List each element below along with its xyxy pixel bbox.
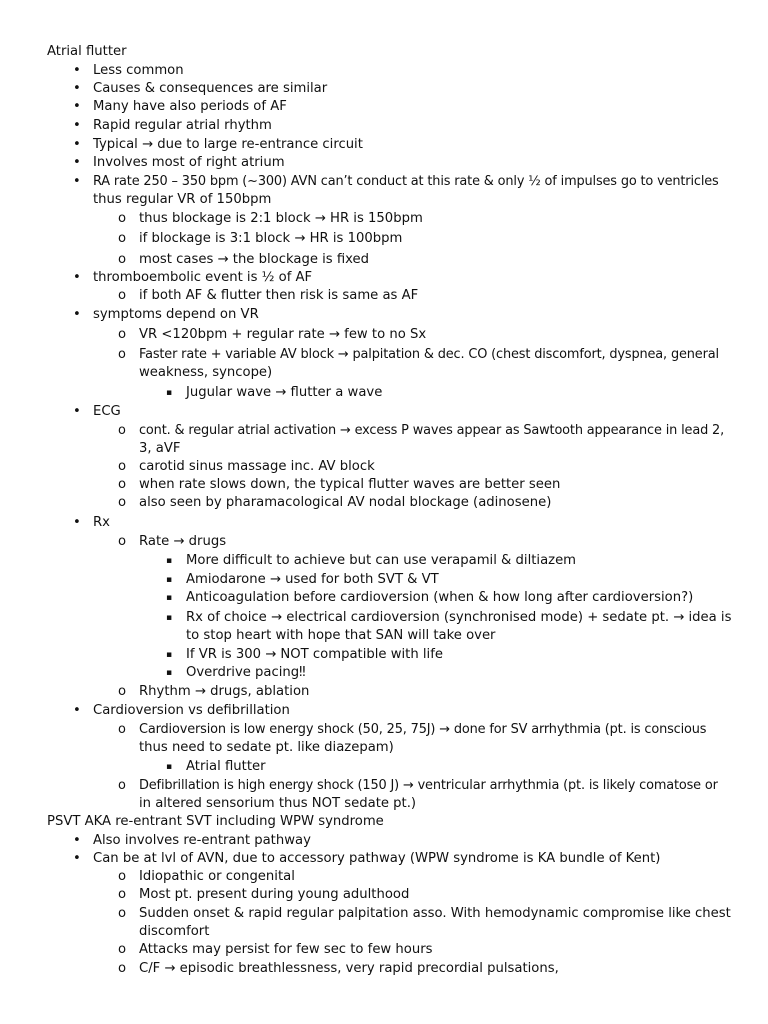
line-text: Idiopathic or congenital <box>139 869 295 884</box>
bullet-item <box>73 306 259 324</box>
line-text: Can be at lvl of AVN, due to accessory pathway (WPW syndrome is KA bundle of Kent) <box>93 851 661 866</box>
line-text: Many have also periods of AF <box>93 99 287 114</box>
bullet-marker: ▪ <box>166 762 173 772</box>
sub-bullet-item-continuation <box>139 795 416 813</box>
bullet-marker: o <box>118 347 126 362</box>
bullet-marker: o <box>118 327 127 342</box>
sub-sub-bullet-item <box>166 609 732 627</box>
line-text: Overdrive pacing‼ <box>186 665 306 680</box>
sub-bullet-item <box>118 777 718 795</box>
sub-bullet-item-continuation <box>139 364 272 382</box>
line-text: to stop heart with hope that SAN will take over <box>186 628 496 643</box>
line-text: weakness, syncope) <box>139 365 273 380</box>
sub-sub-bullet-item <box>166 571 439 589</box>
sub-sub-bullet-item <box>166 589 694 607</box>
bullet-marker: o <box>118 961 127 976</box>
line-text: Cardioversion is low energy shock (50, 25, 75J) → done for SV arrhythmia (pt. is conscious <box>139 722 707 737</box>
section-heading <box>47 813 384 831</box>
line-text: thus regular VR of 150bpm <box>93 192 272 207</box>
bullet-item <box>73 173 719 191</box>
line-text: RA rate 250 – 350 bpm (~300) AVN can’t conduct at this rate & only ½ of impulses go to ventricles <box>93 174 719 189</box>
sub-bullet-item-continuation <box>139 739 394 757</box>
bullet-marker: • <box>73 99 81 114</box>
line-text: Rx <box>93 515 110 530</box>
line-text: Less common <box>93 63 184 78</box>
sub-bullet-item <box>118 326 427 344</box>
line-text: most cases → the blockage is fixed <box>139 252 370 267</box>
sub-bullet-item-continuation <box>139 923 209 941</box>
bullet-marker: ▪ <box>166 388 173 398</box>
sub-bullet-item-continuation <box>139 440 180 458</box>
bullet-marker: • <box>73 851 81 866</box>
sub-bullet-item <box>118 905 731 923</box>
line-text: Anticoagulation before cardioversion (when & how long after cardioversion?) <box>186 590 694 605</box>
line-text: thromboembolic event is ½ of AF <box>93 270 313 285</box>
sub-bullet-item <box>118 960 559 978</box>
line-text: if blockage is 3:1 block → HR is 100bpm <box>139 231 403 246</box>
line-text: C/F → episodic breathlessness, very rapid precordial pulsations, <box>139 961 559 976</box>
line-text: Typical → due to large re-entrance circuit <box>93 137 363 152</box>
bullet-item-continuation <box>93 191 271 209</box>
bullet-marker: ▪ <box>166 613 173 623</box>
line-text: thus need to sedate pt. like diazepam) <box>139 740 394 755</box>
bullet-marker: ▪ <box>166 668 173 678</box>
line-text: Defibrillation is high energy shock (150 J) → ventricular arrhythmia (pt. is likely comatose or <box>139 778 718 793</box>
bullet-marker: ▪ <box>166 650 173 660</box>
line-text: thus blockage is 2:1 block → HR is 150bpm <box>139 211 423 226</box>
bullet-marker: ▪ <box>166 593 173 603</box>
line-text: when rate slows down, the typical flutter waves are better seen <box>139 477 561 492</box>
line-text: PSVT AKA re-entrant SVT including WPW syndrome <box>47 814 384 829</box>
sub-sub-bullet-item <box>166 758 266 776</box>
bullet-marker: • <box>73 703 81 718</box>
line-text: if both AF & flutter then risk is same as AF <box>139 288 419 303</box>
bullet-marker: o <box>118 211 127 226</box>
bullet-marker: • <box>73 515 81 530</box>
line-text: Rx of choice → electrical cardioversion (synchronised mode) + sedate pt. → idea is <box>186 610 732 625</box>
sub-sub-bullet-item <box>166 646 443 664</box>
bullet-marker: • <box>73 307 81 322</box>
line-text: Atrial flutter <box>186 759 266 774</box>
line-text: Involves most of right atrium <box>93 155 285 170</box>
sub-bullet-item <box>118 868 295 886</box>
bullet-marker: o <box>118 778 126 793</box>
section-heading <box>47 43 127 61</box>
sub-bullet-item <box>118 422 725 440</box>
line-text: discomfort <box>139 924 210 939</box>
line-text: symptoms depend on VR <box>93 307 259 322</box>
line-text: Rate → drugs <box>139 534 227 549</box>
line-text: also seen by pharamacological AV nodal blockage (adinosene) <box>139 495 552 510</box>
line-text: Amiodarone → used for both SVT & VT <box>186 572 439 587</box>
sub-bullet-item <box>118 476 561 494</box>
line-text: Rhythm → drugs, ablation <box>139 684 310 699</box>
bullet-marker: o <box>118 252 127 267</box>
line-text: Also involves re-entrant pathway <box>93 833 311 848</box>
bullet-marker: o <box>118 869 127 884</box>
bullet-item <box>73 98 287 116</box>
line-text: ECG <box>93 404 121 419</box>
sub-bullet-item <box>118 721 707 739</box>
sub-sub-bullet-item <box>166 664 306 682</box>
bullet-marker: o <box>118 477 127 492</box>
line-text: Causes & consequences are similar <box>93 81 328 96</box>
bullet-item <box>73 136 363 154</box>
sub-sub-bullet-item <box>166 552 577 570</box>
line-text: Faster rate + variable AV block → palpitation & dec. CO (chest discomfort, dyspnea, general <box>139 347 719 362</box>
line-text: Rapid regular atrial rhythm <box>93 118 272 133</box>
line-text: Atrial flutter <box>47 44 127 59</box>
bullet-marker: o <box>118 423 126 438</box>
bullet-marker: • <box>73 118 81 133</box>
bullet-marker: • <box>73 174 81 189</box>
bullet-marker: o <box>118 459 127 474</box>
bullet-marker: • <box>73 270 81 285</box>
bullet-item <box>73 514 110 532</box>
sub-bullet-item <box>118 346 719 364</box>
bullet-item <box>73 269 313 287</box>
bullet-item <box>73 80 328 98</box>
line-text: Sudden onset & rapid regular palpitation asso. With hemodynamic compromise like chest <box>139 906 731 921</box>
sub-bullet-item <box>118 886 410 904</box>
bullet-marker: ▪ <box>166 575 173 585</box>
line-text: Jugular wave → flutter a wave <box>186 385 383 400</box>
sub-bullet-item <box>118 941 433 959</box>
bullet-item <box>73 850 661 868</box>
sub-sub-bullet-item <box>166 384 383 402</box>
sub-bullet-item <box>118 230 403 248</box>
bullet-marker: • <box>73 404 81 419</box>
bullet-item <box>73 702 290 720</box>
sub-bullet-item <box>118 494 552 512</box>
bullet-item <box>73 403 121 421</box>
sub-bullet-item <box>118 251 370 269</box>
bullet-marker: o <box>118 534 127 549</box>
line-text: Cardioversion vs defibrillation <box>93 703 290 718</box>
bullet-marker: • <box>73 137 81 152</box>
sub-bullet-item <box>118 287 419 305</box>
bullet-item <box>73 62 184 80</box>
sub-bullet-item <box>118 683 310 701</box>
sub-bullet-item <box>118 458 375 476</box>
bullet-marker: o <box>118 906 127 921</box>
bullet-marker: • <box>73 155 81 170</box>
sub-bullet-item <box>118 210 423 228</box>
bullet-item <box>73 154 285 172</box>
bullet-marker: o <box>118 684 127 699</box>
bullet-marker: o <box>118 495 127 510</box>
line-text: cont. & regular atrial activation → excess P waves appear as Sawtooth appearance in lead 2, <box>139 423 725 438</box>
sub-sub-bullet-item-continuation <box>186 627 495 645</box>
line-text: in altered sensorium thus NOT sedate pt.) <box>139 796 417 811</box>
bullet-marker: • <box>73 833 81 848</box>
line-text: VR <120bpm + regular rate → few to no Sx <box>139 327 427 342</box>
line-text: carotid sinus massage inc. AV block <box>139 459 375 474</box>
bullet-marker: o <box>118 231 127 246</box>
bullet-marker: • <box>73 81 81 96</box>
bullet-marker: o <box>118 288 127 303</box>
line-text: Attacks may persist for few sec to few hours <box>139 942 433 957</box>
line-text: Most pt. present during young adulthood <box>139 887 410 902</box>
bullet-marker: o <box>118 942 127 957</box>
bullet-marker: o <box>118 887 127 902</box>
line-text: More difficult to achieve but can use verapamil & diltiazem <box>186 553 577 568</box>
bullet-marker: o <box>118 722 126 737</box>
sub-bullet-item <box>118 533 227 551</box>
line-text: 3, aVF <box>139 441 181 456</box>
bullet-item <box>73 832 311 850</box>
line-text: If VR is 300 → NOT compatible with life <box>186 647 443 662</box>
bullet-item <box>73 117 272 135</box>
bullet-marker: ▪ <box>166 556 173 566</box>
bullet-marker: • <box>73 63 81 78</box>
